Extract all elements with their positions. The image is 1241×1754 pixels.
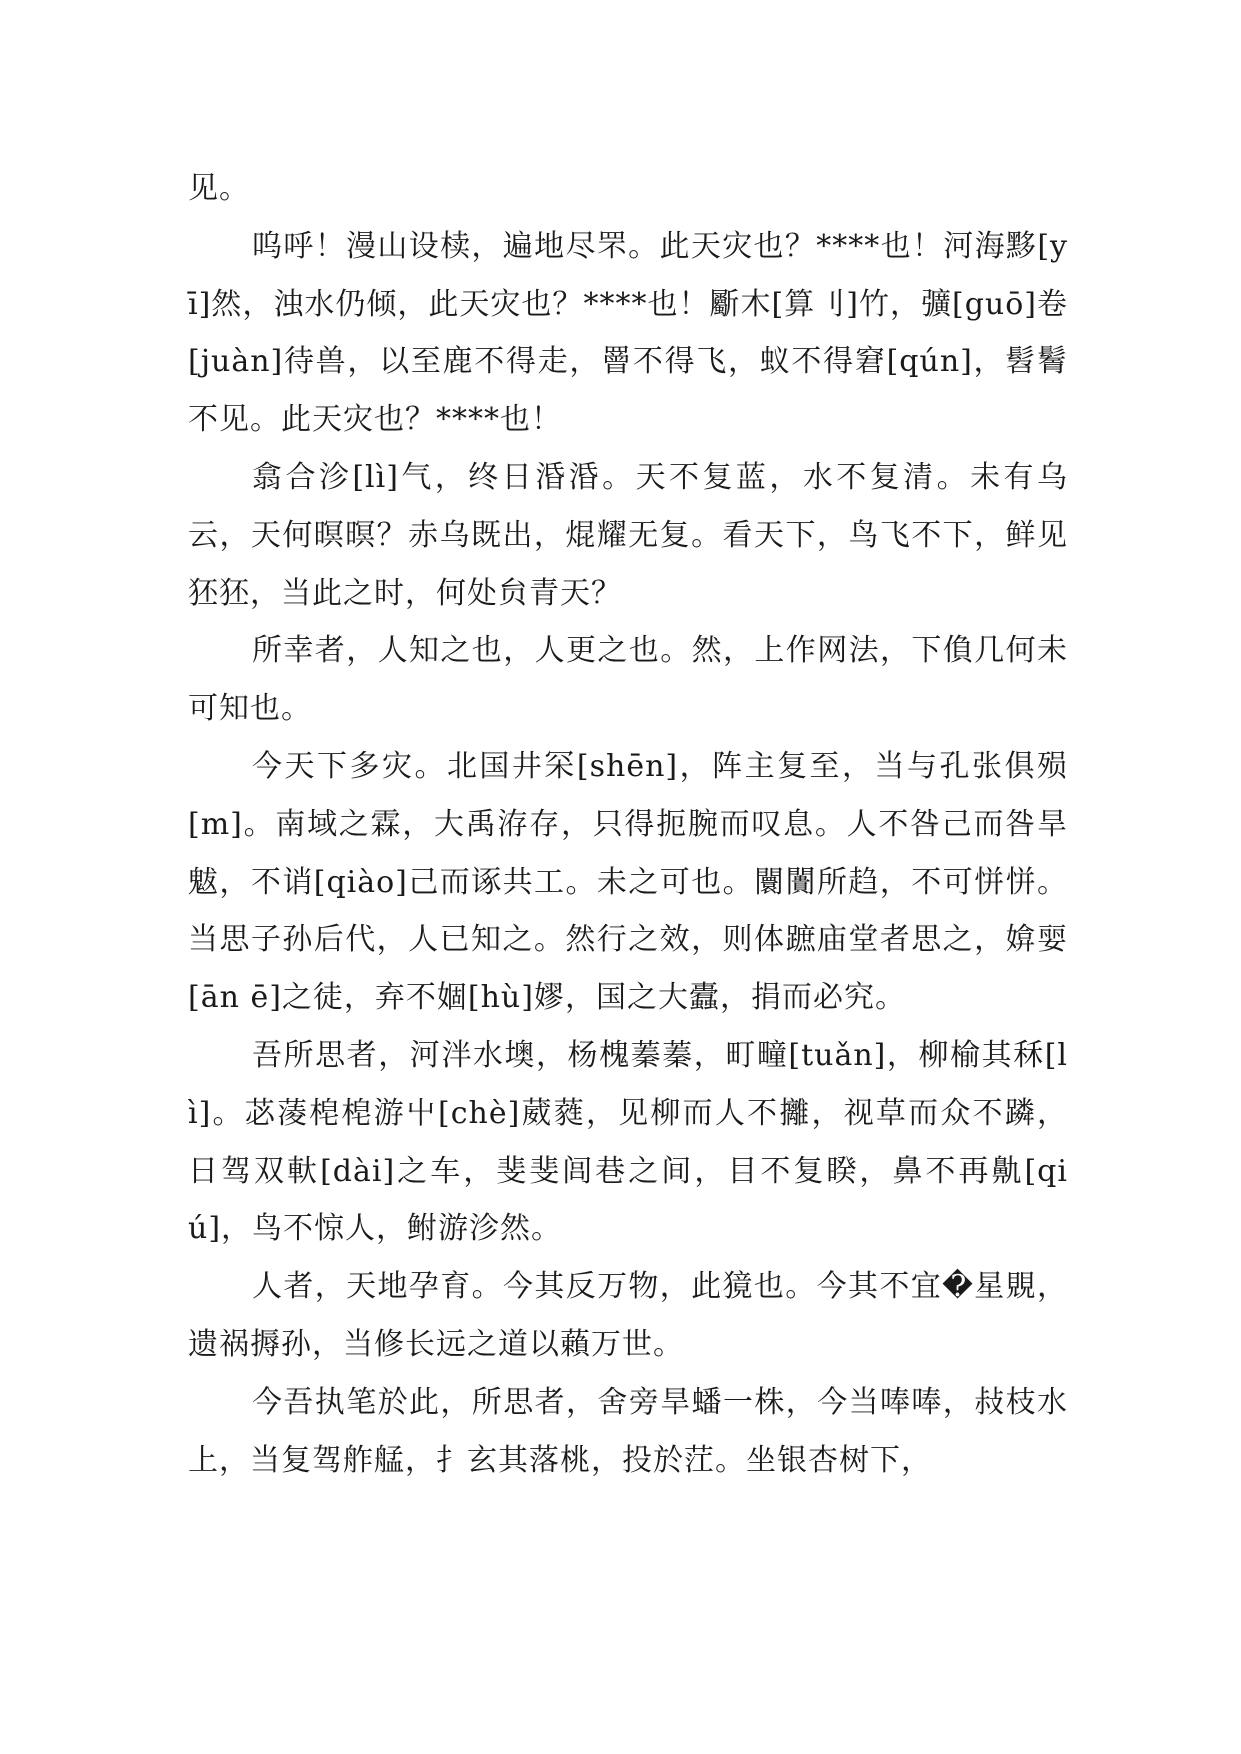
paragraph: 今天下多灾。北国井罙[shēn]，阵主复至，当与孔张俱殒[m]。南域之霖，大禹洊存，只得扼腕而叹息。人不咎己而咎旱魃，不诮[qiào]己而诼共工。未之可也。闤闠所趋，不可恲恲。当思子孙后代，人已知之。然行之效，则体蹠庙堂者思之，媕婯[ān ē]之徒，弃不婟[hù]嫪，国之大蠹，捐而必究。 bbox=[188, 748, 1068, 1016]
document-body bbox=[188, 160, 1068, 1489]
paragraph-continuation: 见。 bbox=[188, 171, 250, 206]
paragraph: 人者，天地孕育。今其反万物，此獍也。今其不宜�星覞，遗祸搙孙，当修长远之道以藾万世。 bbox=[188, 1269, 1068, 1362]
paragraph: 今吾执笔於此，所思者，舍旁旱蟠一株，今当唪唪，敊枝水上，当复驾舴艋，扌玄其落桃，投於茳。坐银杏树下， bbox=[188, 1384, 1068, 1478]
paragraph: 所幸者，人知之也，人更之也。然，上作网法，下偩几何未可知也。 bbox=[188, 633, 1068, 727]
paragraph: 翕合沴[lì]气，终日涽涽。天不复蓝，水不复清。未有乌云，天何暝暝？赤乌既出，焜耀无复。看天下，鸟飞不下，鲜见狉狉，当此之时，何处贠青天？ bbox=[188, 459, 1068, 611]
paragraph: 呜呼！漫山设椟，遍地尽罘。此天灾也？****也！河海黟[yī]然，浊水仍倾，此天灾也？****也！斸木[算刂]竹，彍[guō]卷[juàn]待兽，以至鹿不得走，罾不得飞，蚁不得窘[qún]，髫鬌不见。此天灾也？****也！ bbox=[188, 228, 1068, 438]
paragraph: 吾所思者，河泮水墺，杨槐蓁蓁，町疃[tuǎn]，柳榆其秝[lì]。苾蓤梍梍游屮[chè]葳蕤，见柳而人不攡，视草而众不蹸，日驾双軑[dài]之车，斐斐闾巷之间，目不复睽，鼻不再鼽[qiú]，鸟不惊人，鲋游沴然。 bbox=[188, 1037, 1068, 1247]
